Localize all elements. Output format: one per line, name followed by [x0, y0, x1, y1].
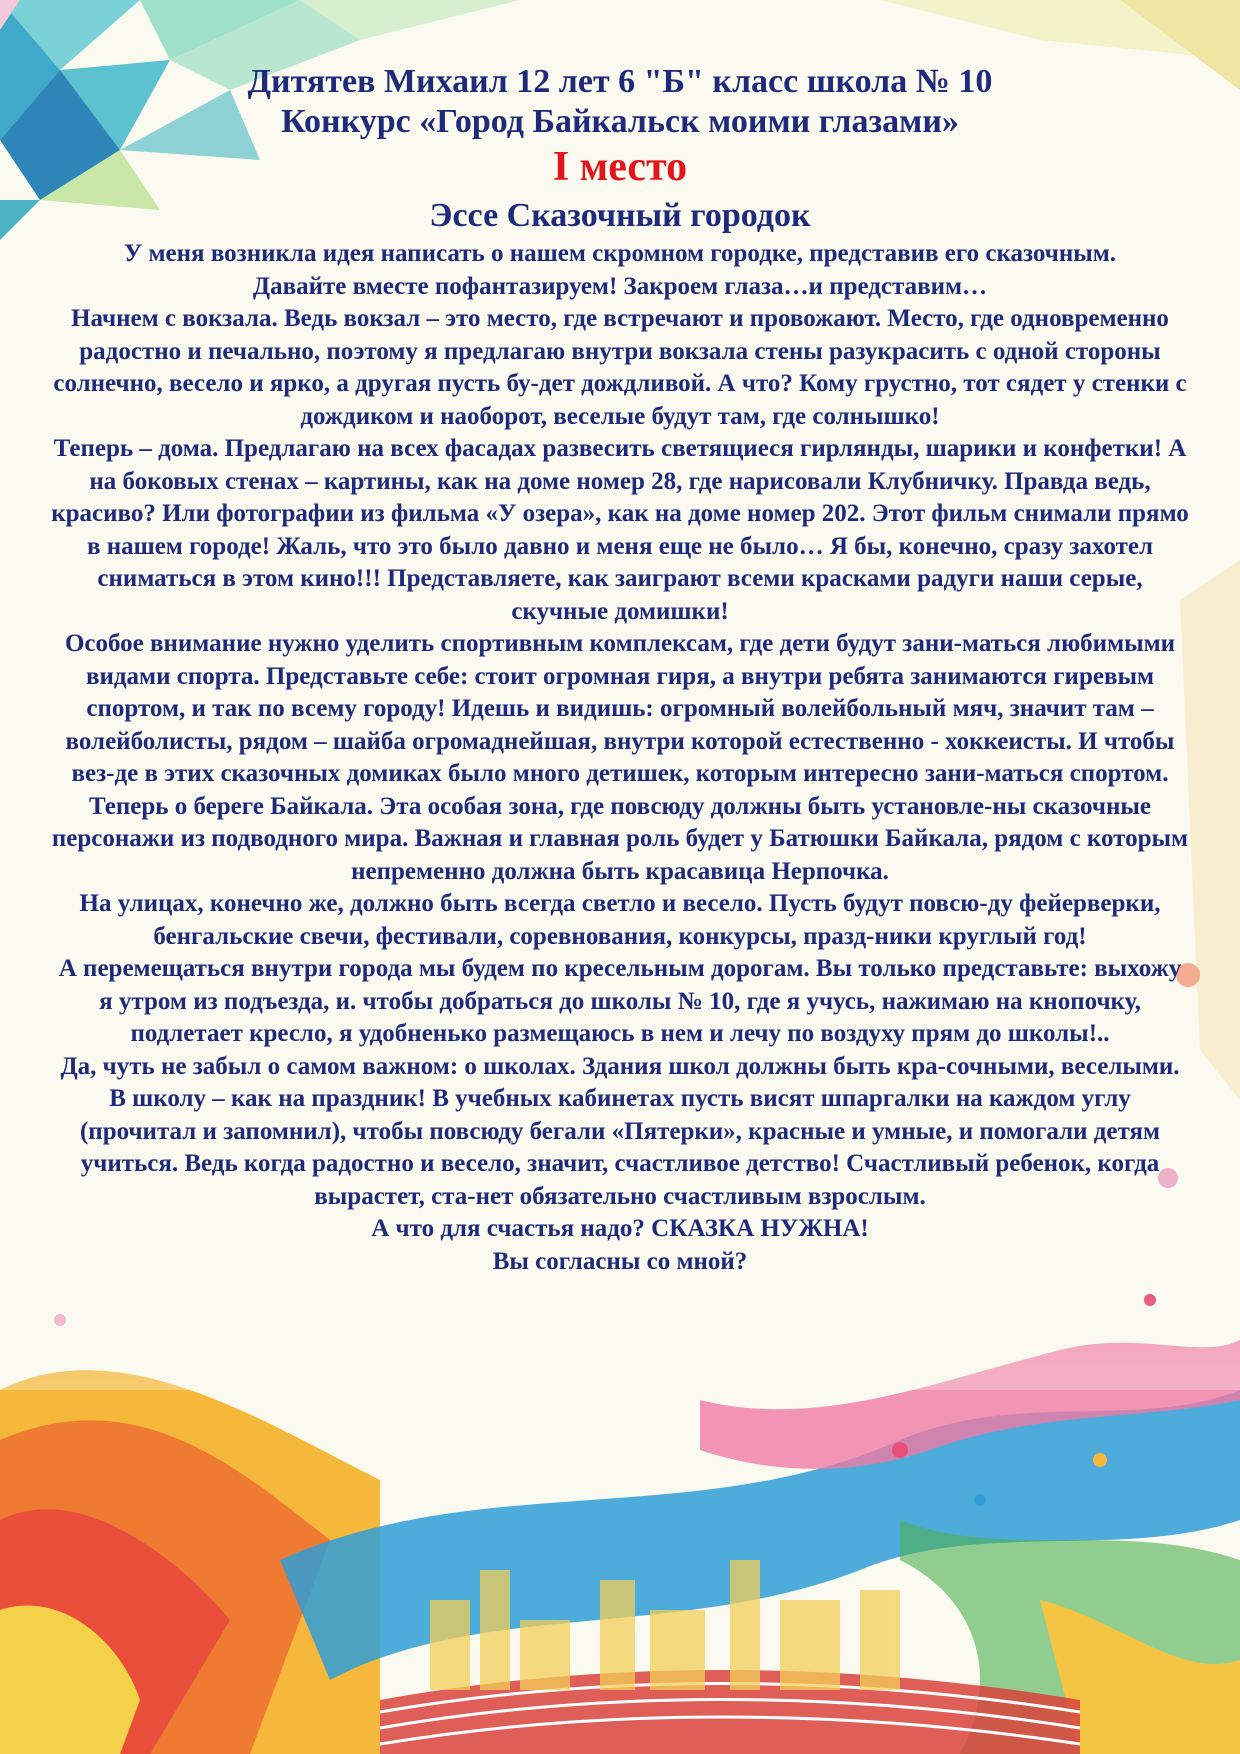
essay-paragraph: Вы согласны со мной? [492, 1247, 748, 1275]
essay-paragraph: Начнем с вокзала. Ведь вокзал – это место, где встречают и провожают. Место, где одновременно радостно и печально, поэтому я предлагаю внутри вокзала стены разукрасить с одной стороны солнечно, весело и ярко, а другая пусть бу-дет дождливой. А что? Кому грустно, тот сядет у стенки с дождиком и наоборот, веселые будут там, где солнышко! [53, 305, 1187, 430]
essay-paragraph: На улицах, конечно же, должно быть всегда светло и весело. Пусть будут повсю-ду фейерверки, бенгальские свечи, фестивали, соревнования, конкурсы, празд-ники круглый год! [79, 890, 1161, 950]
essay-body [50, 238, 1190, 1278]
essay-title: Эссе Сказочный городок [429, 197, 811, 234]
essay-paragraph: А что для счастья надо? СКАЗКА НУЖНА! [371, 1215, 869, 1242]
essay-paragraph: Теперь о береге Байкала. Эта особая зона, где повсюду должны быть установле-ны сказочные персонажи из подводного мира. Важная и главная роль будет у Батюшки Байкала, рядом с которым непременно должна быть красавица Нерпочка. [51, 792, 1189, 885]
essay-paragraph: Особое внимание нужно уделить спортивным комплексам, где дети будут зани-маться любимыми видами спорта. Представьте себе: стоит огромная гиря, а внутри ребята занимаются гиревым спортом, и так по всему городу! Идешь и видишь: огромный волейбольный мяч, значит там – волейболисты, рядом – шайба огромаднейшая, внутри которой естественно - хоккеисты. И чтобы вез-де в этих сказочных домиках было много детишек, которым интересно зани-маться спортом. [64, 630, 1176, 787]
essay-paragraph: У меня возникла идея написать о нашем скромном городке, представив его сказочным. [123, 240, 1117, 267]
essay-paragraph: Давайте вместе пофантазируем! Закроем глаза…и представим… [252, 272, 988, 300]
essay-paragraph: Да, чуть не забыл о самом важном: о школах. Здания школ должны быть кра-сочными, веселыми. В школу – как на праздник! В учебных кабинетах пусть висят шпаргалки на каждом углу (прочитал и запомнил), чтобы повсюду бегали «Пятерки», красные и умные, и помогали детям учиться. Ведь когда радостно и весело, значит, счастливое детство! Счастливый ребенок, когда вырастет, ста-нет обязательно счастливым взрослым. [60, 1052, 1180, 1210]
document-content [50, 62, 1190, 1278]
contest-line: Конкурс «Город Байкальск моими глазами» [281, 103, 959, 140]
essay-paragraph: А перемещаться внутри города мы будем по кресельным дорогам. Вы только представьте: выхожу я утром из подъезда, и. чтобы добраться до школы № 10, где я учусь, нажимаю на кнопочку, подлетает кресло, я удобненько размещаюсь в нем и лечу по воздуху прям до школы!.. [58, 955, 1182, 1047]
author-line: Дитятев Михаил 12 лет 6 "Б" класс школа № 10 [247, 63, 993, 100]
place-award: I место [552, 144, 688, 190]
essay-paragraph: Теперь – дома. Предлагаю на всех фасадах развесить светящиеся гирлянды, шарики и конфетки! А на боковых стенах – картины, как на доме номер 28, где нарисовали Клубничку. Правда ведь, красиво? Или фотографии из фильма «У озера», как на доме номер 202. Этот фильм снимали прямо в нашем городе! Жаль, что это было давно и меня еще не было… Я бы, конечно, сразу захотел сниматься в этом кино!!! Представляете, как заиграют всеми красками радуги наши серые, скучные домишки! [51, 435, 1189, 625]
